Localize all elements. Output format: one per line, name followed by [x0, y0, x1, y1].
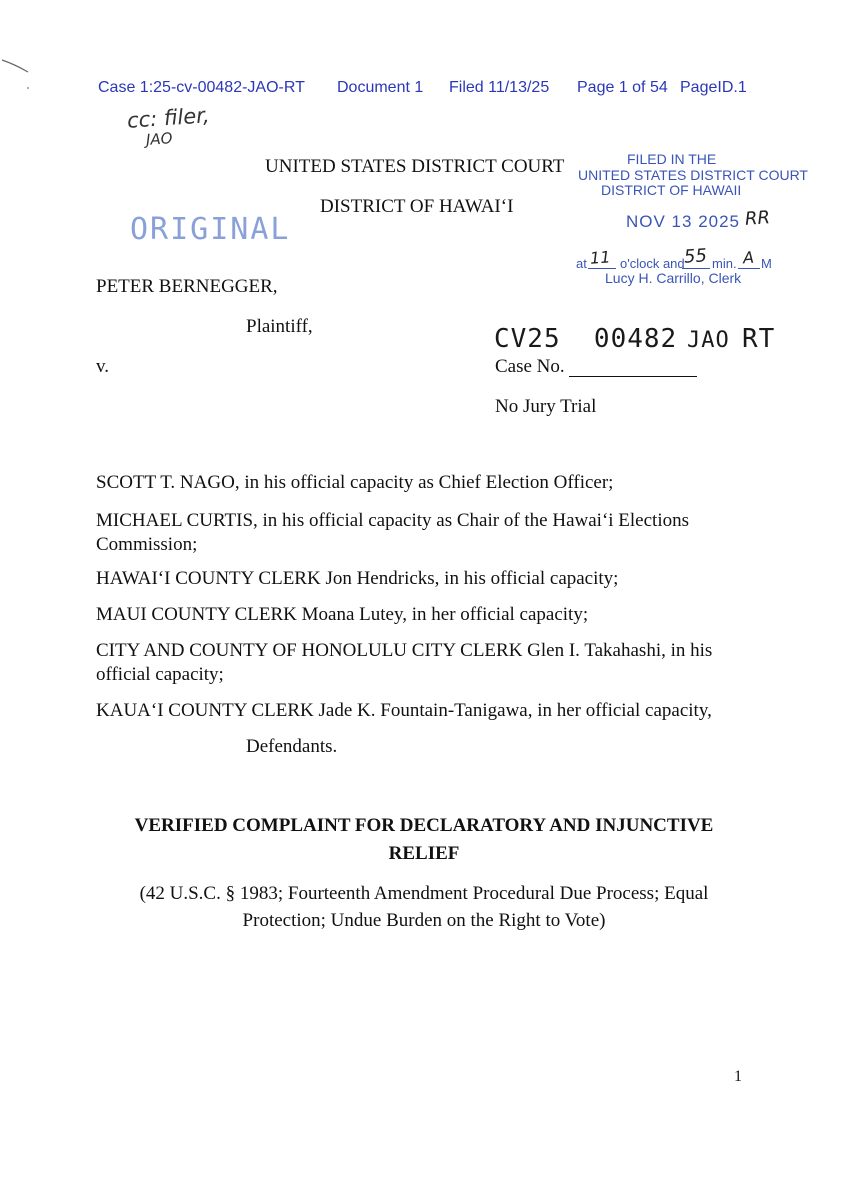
defendant-line: KAUA‘I COUNTY CLERK Jade K. Fountain-Tanigawa, in her official capacity, — [96, 700, 712, 721]
complaint-title-line-2: RELIEF — [388, 843, 460, 864]
filed-stamp-hour-underline — [588, 268, 616, 269]
defendant-line: HAWAI‘I COUNTY CLERK Jon Hendricks, in his official capacity; — [96, 568, 619, 589]
scan-mark — [0, 50, 40, 90]
complaint-subtitle-line-2: Protection; Undue Burden on the Right to Vote) — [242, 910, 606, 931]
defendant-line: CITY AND COUNTY OF HONOLULU CITY CLERK Glen I. Takahashi, in his — [96, 640, 713, 661]
filed-stamp-date: NOV 13 2025 — [626, 212, 741, 231]
case-no-label: Case No. — [495, 356, 565, 377]
defendants-role: Defendants. — [246, 736, 338, 757]
case-number-stamp: CV25 00482 — [494, 324, 678, 354]
complaint-title-line-1: VERIFIED COMPLAINT FOR DECLARATORY AND INJUNCTIVE — [134, 815, 714, 836]
plaintiff-role: Plaintiff, — [246, 316, 313, 337]
defendant-line: official capacity; — [96, 664, 224, 685]
filed-stamp-minutes-underline — [682, 268, 710, 269]
filed-stamp-at: at — [576, 256, 587, 271]
versus: v. — [96, 356, 110, 377]
filed-stamp-clerk: Lucy H. Carrillo, Clerk — [605, 270, 742, 286]
original-stamp: ORIGINAL — [130, 212, 291, 247]
filed-stamp-ampm-mark: A — [742, 247, 755, 268]
ecf-filed-date: Filed 11/13/25 — [449, 79, 550, 96]
filed-stamp-line-2: UNITED STATES DISTRICT COURT — [578, 167, 808, 183]
handwritten-line-2: JAO — [145, 129, 174, 149]
defendant-line: MICHAEL CURTIS, in his official capacity as Chair of the Hawai‘i Elections — [96, 510, 689, 531]
filed-stamp-minutes: 55 — [683, 245, 708, 268]
jury-demand: No Jury Trial — [495, 396, 597, 417]
filed-stamp-oclock: o'clock and — [620, 256, 685, 271]
filed-stamp-hour: 11 — [589, 247, 611, 268]
ecf-pageid: PageID.1 — [680, 79, 747, 96]
case-number-stamp-suffix: JAO — [687, 328, 730, 353]
defendant-line: Commission; — [96, 534, 198, 555]
filed-stamp-ampm-suffix: M — [761, 256, 772, 271]
filed-stamp-ampm-underline — [738, 268, 760, 269]
complaint-subtitle-line-1: (42 U.S.C. § 1983; Fourteenth Amendment Procedural Due Process; Equal — [139, 883, 709, 904]
filed-stamp-min: min. — [712, 256, 737, 271]
ecf-document: Document 1 — [337, 79, 424, 96]
court-name: UNITED STATES DISTRICT COURT — [265, 156, 565, 177]
defendant-line: MAUI COUNTY CLERK Moana Lutey, in her official capacity; — [96, 604, 589, 625]
ecf-page: Page 1 of 54 — [577, 79, 668, 96]
plaintiff-name: PETER BERNEGGER, — [96, 276, 278, 297]
case-number-stamp-rt: RT — [742, 324, 776, 354]
filed-stamp-initials: RR — [744, 207, 771, 230]
filed-stamp-line-1: FILED IN THE — [627, 151, 717, 167]
filed-stamp-line-3: DISTRICT OF HAWAII — [601, 182, 742, 198]
ecf-case-number: Case 1:25-cv-00482-JAO-RT — [98, 79, 305, 96]
court-district: DISTRICT OF HAWAI‘I — [320, 196, 514, 217]
page-number: 1 — [734, 1068, 742, 1085]
handwritten-line-1: cc: filer, — [126, 103, 211, 133]
defendant-line: SCOTT T. NAGO, in his official capacity as Chief Election Officer; — [96, 472, 614, 493]
case-no-blank-line — [569, 376, 697, 377]
